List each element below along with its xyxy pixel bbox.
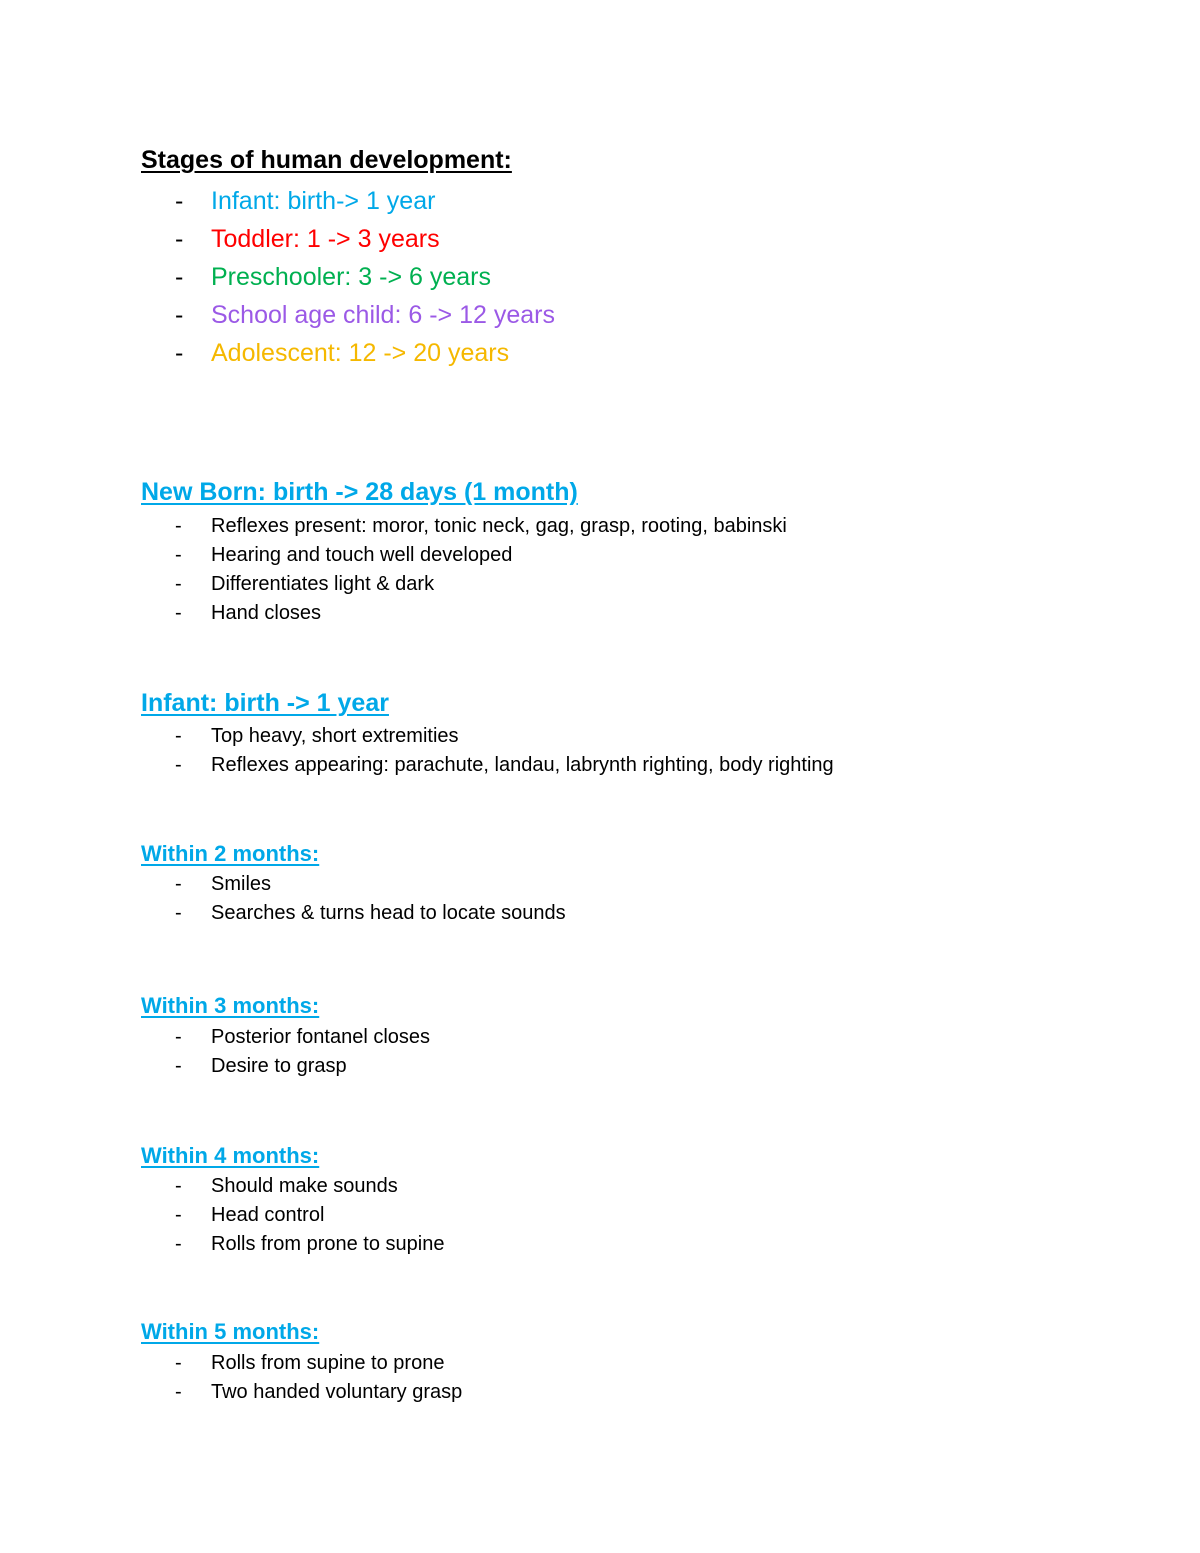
list-item: - Head control (175, 1204, 325, 1226)
list-item: - Rolls from supine to prone (175, 1352, 445, 1374)
infant-heading: Infant: birth -> 1 year (141, 689, 389, 717)
stage-item-infant: - Infant: birth-> 1 year (175, 187, 436, 215)
list-item: - Searches & turns head to locate sounds (175, 902, 566, 924)
newborn-list (175, 512, 787, 628)
list-item: - Top heavy, short extremities (175, 725, 459, 747)
within-5-months-heading: Within 5 months: (141, 1319, 320, 1344)
list-item: - Reflexes appearing: parachute, landau, labrynth righting, body righting (175, 754, 834, 776)
list-item: - Rolls from prone to supine (175, 1233, 445, 1255)
list-item: - Desire to grasp (175, 1055, 347, 1077)
list-item: - Hand closes (175, 602, 322, 624)
within-5-months-list (175, 1349, 462, 1407)
list-item: - Posterior fontanel closes (175, 1026, 431, 1048)
list-item: - Should make sounds (175, 1175, 398, 1197)
newborn-heading: New Born: birth -> 28 days (1 month) (141, 478, 578, 506)
stage-item-toddler: - Toddler: 1 -> 3 years (175, 225, 440, 253)
within-3-months-list (175, 1023, 430, 1081)
list-item: - Differentiates light & dark (175, 573, 435, 595)
page-title: Stages of human development: (141, 146, 512, 174)
within-4-months-list (175, 1172, 444, 1259)
within-2-months-heading: Within 2 months: (141, 841, 320, 866)
list-item: - Hearing and touch well developed (175, 544, 513, 566)
within-3-months-heading: Within 3 months: (141, 993, 320, 1018)
stage-item-preschooler: - Preschooler: 3 -> 6 years (175, 263, 491, 291)
within-2-months-list (175, 870, 566, 928)
infant-list (175, 722, 834, 780)
stage-item-adolescent: - Adolescent: 12 -> 20 years (175, 339, 510, 367)
stage-item-school-age: - School age child: 6 -> 12 years (175, 301, 555, 329)
within-4-months-heading: Within 4 months: (141, 1143, 320, 1168)
stages-list (175, 182, 555, 372)
list-item: - Smiles (175, 873, 272, 895)
list-item: - Reflexes present: moror, tonic neck, gag, grasp, rooting, babinski (175, 515, 787, 537)
list-item: - Two handed voluntary grasp (175, 1381, 463, 1403)
